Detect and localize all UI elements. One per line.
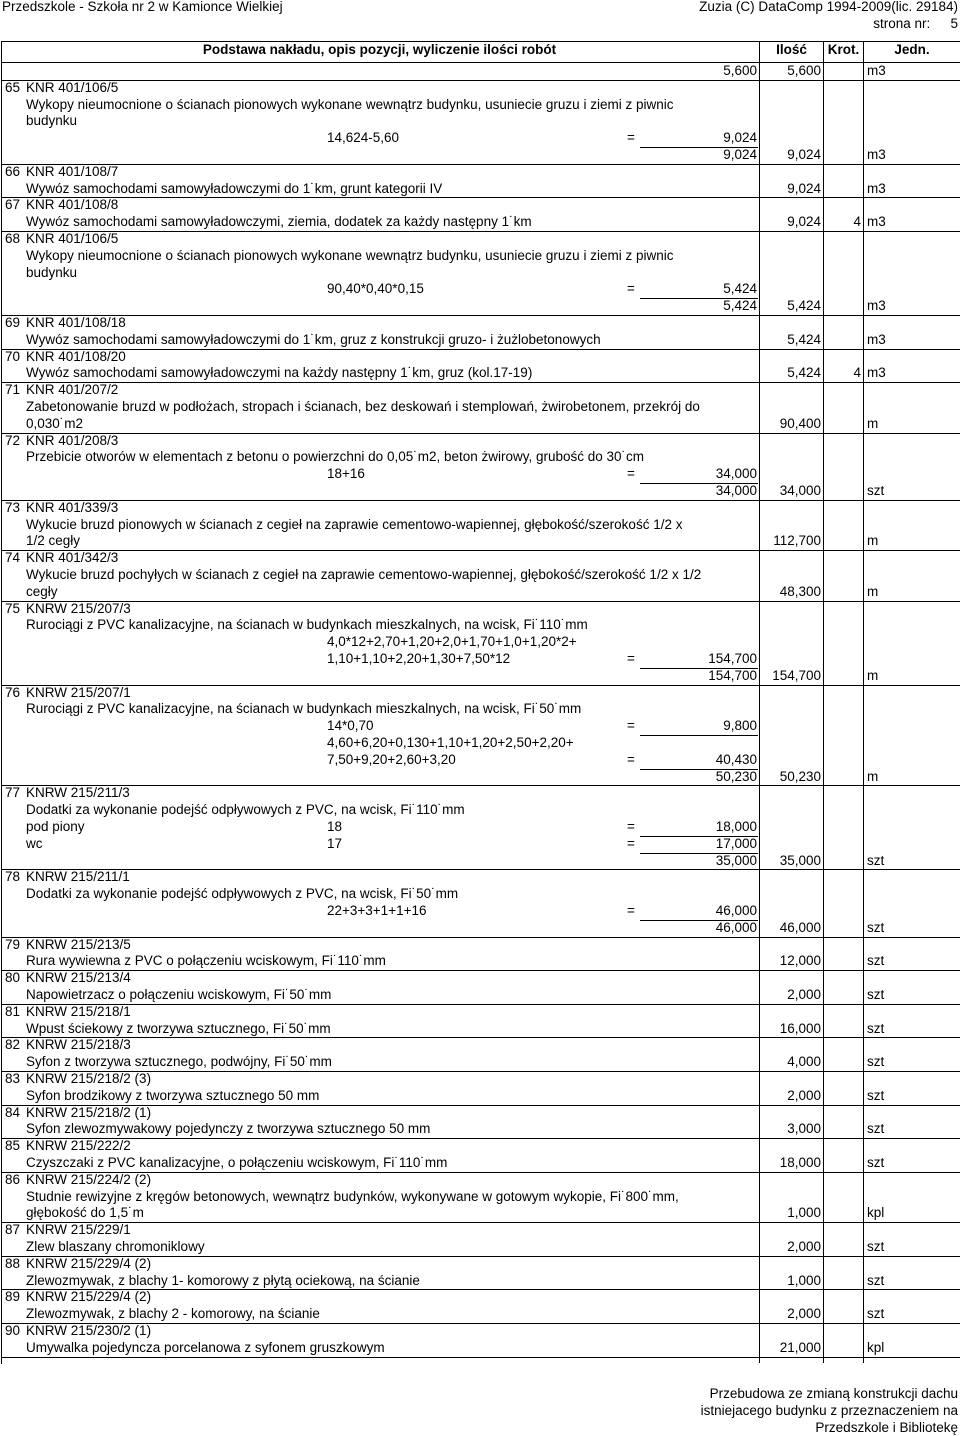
item-number: 67 [5,197,21,213]
item-description: Wywóz samochodami samowyładowczymi do 1˙km, grunt kategorii IV [26,180,443,196]
item-qty: 2,000 [787,1087,821,1103]
calc-equals: = [627,903,635,918]
item-description: Rurociągi z PVC kanalizacyjne, na ścianach w budynkach mieszkalnych, na wcisk, Fi˙110˙mm [26,617,588,633]
calc-value: 18,000 [715,819,757,834]
item-description: Syfon z tworzywa sztucznego, podwójny, Fi˙50˙mm [26,1054,332,1070]
item-unit: m3 [867,331,886,347]
item-code: KNR 401/106/5 [26,79,119,95]
item-qty: 1,000 [787,1272,821,1288]
item-code: KNRW 215/222/2 [26,1138,131,1154]
item-code: KNR 401/108/18 [26,315,126,330]
footer-line-1: Przebudowa ze zmianą konstrukcji dachu [709,1386,958,1401]
item-description: Rurociągi z PVC kanalizacyjne, na ścianach w budynkach mieszkalnych, na wcisk, Fi˙50˙mm [26,701,582,717]
item-sum: 154,700 [708,667,757,683]
calc-value: 9,800 [723,718,757,734]
col-divider-unit [863,41,864,1363]
item-unit: m3 [867,180,886,196]
item-code: KNRW 215/211/1 [26,869,130,885]
item-unit: szt [867,987,885,1002]
item-unit: szt [867,1121,885,1137]
item-krot: 4 [853,365,861,381]
item-number: 83 [5,1071,21,1086]
page-value: 5 [950,16,958,31]
item-number: 75 [5,600,21,616]
calc-value: 17,000 [715,835,757,851]
item-qty: 35,000 [779,852,821,868]
footer-line-3: Przedszkole i Bibliotekę [815,1420,958,1435]
item-description: Syfon zlewozmywakowy pojedynczy z tworzywa sztucznego 50 mm [26,1121,431,1137]
calc-value: 9,024 [723,130,757,146]
calc-value: 34,000 [715,466,757,482]
item-number: 71 [5,382,21,398]
item-description: Napowietrzacz o połączeniu wciskowym, Fi˙50˙mm [26,987,332,1002]
item-code: KNRW 215/218/3 [26,1037,131,1053]
item-sum: 5,424 [723,298,757,314]
item-qty: 90,400 [779,415,821,431]
item-unit: m [867,583,879,599]
item-code: KNRW 215/207/3 [26,600,131,616]
item-unit: kpl [867,1339,885,1355]
item-code: KNRW 215/218/2 (1) [26,1104,152,1120]
item-unit: m3 [867,298,886,314]
item-code: KNRW 215/218/1 [26,1003,131,1019]
item-sum: 46,000 [715,919,757,935]
item-description: Umywalka pojedyncza porcelanowa z syfonem gruszkowym [26,1339,385,1355]
item-qty: 3,000 [787,1121,821,1137]
item-description: Wykucie bruzd pochyłych w ścianach z cegieł na zaprawie cementowo-wapiennej, głębokość/szerokość 1/2 x 1/2 [26,567,702,582]
item-unit: m [867,415,879,431]
item-qty: 34,000 [779,483,821,498]
item-number: 69 [5,315,21,330]
item-description: Wywóz samochodami samowyładowczymi, ziemia, dodatek za każdy następny 1˙km [26,214,532,230]
row-divider [1,1222,960,1223]
item-description: budynku [26,113,78,129]
item-qty: 9,024 [787,214,821,230]
item-code: KNR 401/108/7 [26,163,119,179]
item-number: 87 [5,1222,21,1238]
item-qty: 2,000 [787,987,821,1002]
item-number: 78 [5,869,21,885]
item-description: Wywóz samochodami samowyładowczymi na każdy następny 1˙km, gruz (kol.17-19) [26,365,533,381]
item-code: KNRW 215/229/1 [26,1222,131,1238]
calc-expression: 17 [327,835,343,851]
item-description: Dodatki za wykonanie podejść odpływowych z PVC, na wcisk, Fi˙50˙mm [26,886,459,902]
item-qty: 5,424 [787,331,821,347]
item-code: KNRW 215/213/4 [26,970,131,986]
calc-value: 5,424 [723,281,757,297]
carry-unit: m3 [867,63,886,78]
item-unit: szt [867,919,885,935]
calc-expression: 4,0*12+2,70+1,20+2,0+1,70+1,0+1,20*2+ [327,634,577,650]
item-description: 0,030˙m2 [26,415,84,431]
item-unit: szt [867,1020,885,1036]
item-description: Wykopy nieumocnione o ścianach pionowych wykonane wewnątrz budynku, usuniecie gruzu i ziemi z piwnic [26,247,674,263]
calc-value: 154,700 [708,651,757,666]
item-number: 77 [5,785,21,801]
calc-equals: = [627,835,635,851]
item-qty: 112,700 [773,533,821,549]
item-description: Zlew blaszany chromoniklowy [26,1239,205,1254]
row-divider [1,601,960,602]
item-sum: 50,230 [715,768,757,784]
item-description: głębokość do 1,5˙m [26,1205,144,1221]
calc-value: 46,000 [715,903,757,918]
item-description: budynku [26,264,78,280]
header-right: Zuzia (C) DataComp 1994-2009(lic. 29184) [699,0,958,14]
item-code: KNR 401/106/5 [26,231,119,246]
item-qty: 48,300 [779,583,821,599]
col-divider-krot [823,41,824,1363]
row-divider [1,433,960,434]
item-number: 66 [5,163,21,179]
item-description: Zlewozmywak, z blachy 2 - komorowy, na ścianie [26,1306,320,1322]
item-qty: 12,000 [779,953,821,969]
item-number: 68 [5,231,21,246]
calc-label: pod piony [26,819,85,834]
row-divider [1,231,960,232]
calc-expression: 90,40*0,40*0,15 [327,281,424,297]
item-code: KNRW 215/213/5 [26,936,131,952]
item-qty: 18,000 [779,1155,821,1170]
item-description: Zabetonowanie bruzd w podłożach, stropach i ścianach, bez deskowań i stemplowań, żwirobetonem, przekrój do [26,399,700,414]
page-number [873,16,958,31]
item-number: 72 [5,432,21,448]
item-unit: m3 [867,365,886,381]
item-unit: szt [867,483,885,498]
item-unit: szt [867,1272,885,1288]
calc-equals: = [627,651,635,666]
item-description: 1/2 cegły [26,533,81,549]
item-unit: m3 [867,214,886,230]
item-qty: 2,000 [787,1306,821,1322]
item-number: 65 [5,79,21,95]
item-code: KNR 401/339/3 [26,499,119,515]
calc-label: wc [26,835,43,851]
item-qty: 1,000 [787,1205,821,1221]
item-code: KNR 401/108/20 [26,348,126,364]
item-number: 88 [5,1255,21,1271]
item-number: 70 [5,348,21,364]
item-number: 74 [5,550,21,566]
row-divider [1,80,960,81]
footer-line-2: istniejacego budynku z przeznaczeniem na [700,1403,958,1418]
item-number: 85 [5,1138,21,1154]
item-number: 86 [5,1171,21,1187]
item-description: cegły [26,583,58,599]
item-unit: szt [867,1054,885,1070]
row-divider [1,937,960,938]
calc-underline [640,735,758,736]
carry-qty: 5,600 [787,63,821,78]
item-description: Wykopy nieumocnione o ścianach pionowych wykonane wewnątrz budynku, usuniecie gruzu i ziemi z piwnic [26,96,674,112]
item-code: KNRW 215/211/3 [26,785,130,801]
item-qty: 46,000 [779,919,821,935]
item-number: 89 [5,1289,21,1305]
item-unit: szt [867,1155,885,1170]
calc-expression: 22+3+3+1+1+16 [327,903,427,918]
row-divider [1,197,960,198]
item-description: Czyszczaki z PVC kanalizacyjne, o połączeniu wciskowym, Fi˙110˙mm [26,1155,448,1170]
row-divider [1,382,960,383]
row-divider [1,685,960,686]
item-number: 82 [5,1037,21,1053]
item-number: 84 [5,1104,21,1120]
item-qty: 154,700 [772,667,821,683]
row-divider [1,1037,960,1038]
item-description: Syfon brodzikowy z tworzywa sztucznego 50 mm [26,1087,320,1103]
item-code: KNR 401/108/8 [26,197,119,213]
item-number: 81 [5,1003,21,1019]
item-code: KNRW 215/207/1 [26,684,131,700]
item-qty: 4,000 [787,1054,821,1070]
item-description: Rura wywiewna z PVC o połączeniu wciskowym, Fi˙110˙mm [26,953,386,969]
calc-equals: = [627,130,635,146]
row-divider [1,550,960,551]
item-unit: szt [867,1087,885,1103]
item-unit: szt [867,852,885,868]
item-unit: m3 [867,147,886,162]
item-number: 80 [5,970,21,986]
item-unit: szt [867,953,885,969]
item-unit: m [867,768,879,784]
row-divider [1,869,960,870]
calc-expression: 18 [327,819,343,834]
item-code: KNRW 215/229/4 (2) [26,1289,152,1305]
row-divider [1,349,960,350]
item-sum: 9,024 [723,147,757,162]
row-divider [1,315,960,316]
calc-expression: 14*0,70 [327,718,374,734]
item-code: KNR 401/342/3 [26,550,119,566]
col-head-unit: Jedn. [894,42,930,57]
item-qty: 9,024 [787,147,821,162]
col-head-krot: Krot. [827,42,860,57]
row-divider [1,1004,960,1005]
col-head-qty: Ilość [776,42,807,57]
row-divider [1,1357,960,1358]
item-code: KNRW 215/224/2 (2) [26,1171,152,1187]
item-qty: 50,230 [779,768,821,784]
calc-equals: = [627,718,635,734]
item-qty: 16,000 [779,1020,821,1036]
row-divider [1,164,960,165]
item-unit: szt [867,1239,885,1254]
item-number: 76 [5,684,21,700]
calc-expression: 18+16 [327,466,365,482]
calc-equals: = [627,466,635,482]
calc-equals: = [627,751,635,767]
item-description: Wpust ściekowy z tworzywa sztucznego, Fi˙50˙mm [26,1020,331,1036]
item-unit: m [867,667,879,683]
item-unit: szt [867,1306,885,1322]
calc-expression: 7,50+9,20+2,60+3,20 [327,751,456,767]
item-code: KNRW 215/230/2 (1) [26,1323,152,1338]
item-qty: 5,424 [787,298,821,314]
row-divider [1,970,960,971]
item-code: KNR 401/207/2 [26,382,119,398]
calc-expression: 4,60+6,20+0,130+1,10+1,20+2,50+2,20+ [327,735,574,750]
item-description: Studnie rewizyjne z kręgów betonowych, wewnątrz budynków, wykonywane w gotowym wykopie, Fi˙800˙mm, [26,1188,679,1204]
item-number: 90 [5,1323,21,1338]
item-qty: 5,424 [787,365,821,381]
item-sum: 34,000 [715,483,757,498]
item-description: Przebicie otworów w elementach z betonu o powierzchni do 0,05˙m2, beton żwirowy, grubość do 30˙cm [26,449,645,465]
col-head-description: Podstawa nakładu, opis pozycji, wyliczenie ilości robót [202,42,557,57]
item-description: Dodatki za wykonanie podejść odpływowych z PVC, na wcisk, Fi˙110˙mm [26,802,465,818]
item-krot: 4 [853,214,861,230]
item-description: Wykucie bruzd pionowych w ścianach z cegieł na zaprawie cementowo-wapiennej, głębokość/szerokość 1/2 x [26,516,683,532]
item-qty: 2,000 [787,1239,821,1254]
calc-equals: = [627,819,635,834]
item-qty: 9,024 [787,180,821,196]
item-qty: 21,000 [779,1339,821,1355]
item-number: 79 [5,936,21,952]
calc-value: 40,430 [715,751,757,767]
item-unit: kpl [867,1205,885,1221]
calc-equals: = [627,281,635,297]
item-description: Zlewozmywak, z blachy 1- komorowy z płytą ociekową, na ścianie [26,1272,420,1288]
item-unit: m [867,533,879,549]
item-code: KNRW 215/218/2 (3) [26,1071,152,1086]
header-left: Przedszkole - Szkoła nr 2 w Kamionce Wielkiej [2,0,283,14]
calc-expression: 14,624-5,60 [327,130,400,146]
page-label: strona nr: [873,16,931,31]
calc-expression: 1,10+1,10+2,20+1,30+7,50*12 [327,651,511,666]
row-divider [1,785,960,786]
item-code: KNR 401/208/3 [26,432,119,448]
carry-sum: 5,600 [723,63,757,78]
item-number: 73 [5,499,21,515]
item-code: KNRW 215/229/4 (2) [26,1255,152,1271]
row-divider [1,500,960,501]
item-description: Wywóz samochodami samowyładowczymi do 1˙km, gruz z konstrukcji gruzo- i żużlobetonowych [26,331,601,347]
row-divider [1,1138,960,1139]
item-sum: 35,000 [715,852,757,868]
